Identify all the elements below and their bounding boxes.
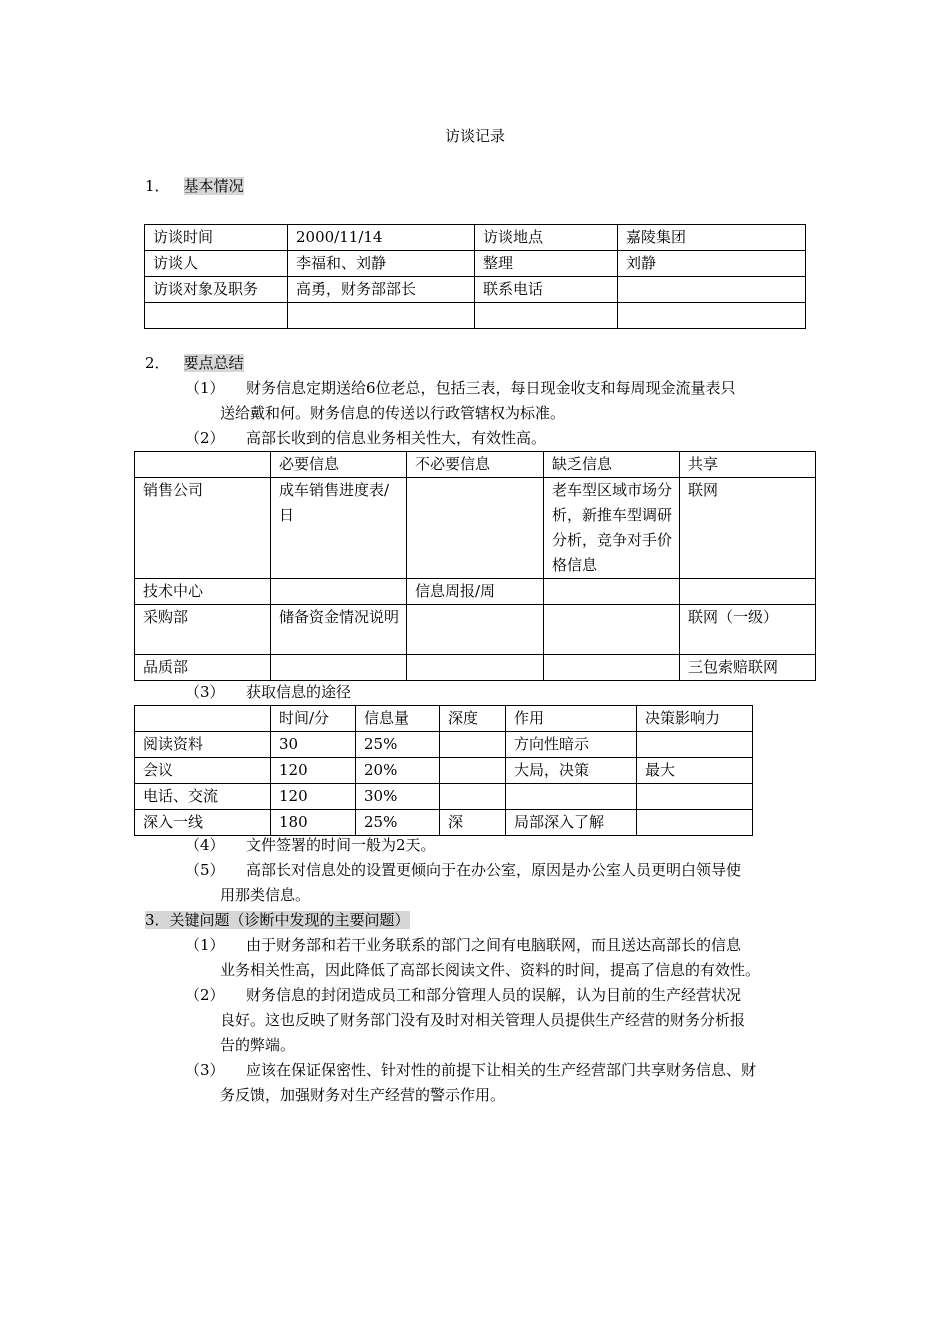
table-cell: 电话、交流	[135, 784, 271, 810]
table-cell: 采购部	[135, 605, 271, 655]
table-cell: 信息周报/周	[407, 579, 544, 605]
section1-label: 基本情况	[183, 177, 244, 195]
point-text: 高部长对信息处的设置更倾向于在办公室，原因是办公室人员更明白领导使	[246, 861, 742, 879]
issue-text: 应该在保证保密性、针对性的前提下让相关的生产经营部门共享财务信息、财	[246, 1061, 757, 1079]
table-cell: 深入一线	[135, 810, 271, 836]
table-header-cell: 缺乏信息	[544, 452, 680, 478]
table-cell: 整理	[475, 251, 618, 277]
table-cell	[407, 605, 544, 655]
table-cell: 2000/11/14	[288, 225, 475, 251]
point-text: 高部长收到的信息业务相关性大，有效性高。	[246, 429, 547, 447]
table-cell	[475, 303, 618, 329]
table-cell: 品质部	[135, 655, 271, 681]
table-cell: 三包索赔联网	[680, 655, 816, 681]
point-number: （1）	[185, 379, 225, 397]
table-cell: 访谈地点	[475, 225, 618, 251]
table-header-row	[135, 452, 816, 478]
table-cell: 销售公司	[135, 478, 271, 579]
info-channel-table	[134, 705, 753, 836]
table-cell: 25%	[356, 732, 440, 758]
table-cell: 刘静	[618, 251, 806, 277]
table-cell: 老车型区域市场分析，新推车型调研分析，竞争对手价格信息	[544, 478, 680, 579]
table-cell	[407, 478, 544, 579]
table-cell	[544, 605, 680, 655]
point-number: （4）	[185, 836, 225, 854]
section2-number: 2．	[145, 354, 170, 372]
table-row	[145, 225, 806, 251]
table-cell	[407, 655, 544, 681]
table-cell	[618, 303, 806, 329]
point-5	[185, 858, 815, 908]
table-cell	[271, 579, 407, 605]
table-row	[135, 732, 753, 758]
page-title: 访谈记录	[444, 127, 505, 145]
table-cell: 阅读资料	[135, 732, 271, 758]
table-cell	[544, 655, 680, 681]
basic-info-table	[144, 224, 806, 329]
table-row	[145, 277, 806, 303]
section1-heading	[145, 174, 244, 199]
issue-text: 由于财务部和若干业务联系的部门之间有电脑联网，而且送达高部长的信息	[246, 936, 742, 954]
table-header-cell	[135, 706, 271, 732]
issue-text-cont: 良好。这也反映了财务部门没有及时对相关管理人员提供生产经营的财务分析报	[220, 1011, 746, 1029]
table-cell	[680, 579, 816, 605]
table-cell: 深	[440, 810, 506, 836]
table-cell	[288, 303, 475, 329]
table-header-cell: 决策影响力	[637, 706, 753, 732]
table-cell: 30	[271, 732, 356, 758]
table-cell: 李福和、刘静	[288, 251, 475, 277]
table-cell: 储备资金情况说明	[271, 605, 407, 655]
issue-number: （2）	[185, 986, 225, 1004]
point-text: 文件签署的时间一般为2天。	[246, 836, 436, 854]
issue-number: （3）	[185, 1061, 225, 1079]
table-cell: 方向性暗示	[506, 732, 637, 758]
table-row	[135, 810, 753, 836]
table-cell: 高勇，财务部部长	[288, 277, 475, 303]
table-cell	[440, 784, 506, 810]
table-cell: 访谈人	[145, 251, 288, 277]
table-cell	[145, 303, 288, 329]
info-needs-table	[134, 451, 816, 681]
table-cell	[637, 732, 753, 758]
table-cell	[506, 784, 637, 810]
table-cell: 访谈对象及职务	[145, 277, 288, 303]
point-text-cont: 用那类信息。	[220, 886, 311, 904]
table-header-row	[135, 706, 753, 732]
table-header-cell: 不必要信息	[407, 452, 544, 478]
table-cell: 大局，决策	[506, 758, 637, 784]
issue-1	[185, 933, 825, 983]
point-number: （2）	[185, 429, 225, 447]
table-cell: 技术中心	[135, 579, 271, 605]
table-cell: 30%	[356, 784, 440, 810]
table-cell: 180	[271, 810, 356, 836]
table-header-cell: 作用	[506, 706, 637, 732]
point-number: （3）	[185, 683, 225, 701]
table-header-cell	[135, 452, 271, 478]
section2-heading	[145, 351, 244, 376]
table-header-cell: 信息量	[356, 706, 440, 732]
table-cell: 联网	[680, 478, 816, 579]
table-row	[135, 655, 816, 681]
table-cell	[637, 810, 753, 836]
table-cell	[618, 277, 806, 303]
table-cell: 嘉陵集团	[618, 225, 806, 251]
issue-number: （1）	[185, 936, 225, 954]
table-row	[135, 758, 753, 784]
table-header-cell: 时间/分	[271, 706, 356, 732]
table-cell	[637, 784, 753, 810]
issue-text-cont: 业务相关性高，因此降低了高部长阅读文件、资料的时间，提高了信息的有效性。	[220, 961, 761, 979]
table-cell: 联网（一级）	[680, 605, 816, 655]
table-cell: 局部深入了解	[506, 810, 637, 836]
table-header-cell: 深度	[440, 706, 506, 732]
table-header-cell: 共享	[680, 452, 816, 478]
table-header-cell: 必要信息	[271, 452, 407, 478]
table-cell: 联系电话	[475, 277, 618, 303]
issue-text: 财务信息的封闭造成员工和部分管理人员的误解，认为目前的生产经营状况	[246, 986, 742, 1004]
table-row	[135, 579, 816, 605]
table-cell	[544, 579, 680, 605]
table-row	[135, 784, 753, 810]
table-cell	[440, 758, 506, 784]
table-cell: 访谈时间	[145, 225, 288, 251]
point-1	[185, 376, 815, 426]
section1-number: 1．	[145, 177, 170, 195]
table-cell	[440, 732, 506, 758]
section3-heading	[145, 908, 410, 933]
table-cell: 成车销售进度表/日	[271, 478, 407, 579]
table-cell: 最大	[637, 758, 753, 784]
table-cell: 20%	[356, 758, 440, 784]
issue-3	[185, 1058, 815, 1108]
issue-2	[185, 983, 815, 1058]
table-cell: 25%	[356, 810, 440, 836]
table-row	[135, 605, 816, 655]
section2-label: 要点总结	[183, 354, 244, 372]
table-cell: 120	[271, 758, 356, 784]
table-cell: 会议	[135, 758, 271, 784]
point-3	[185, 680, 815, 705]
section3-label: 3．关键问题（诊断中发现的主要问题）	[145, 911, 410, 929]
issue-text-cont: 务反馈，加强财务对生产经营的警示作用。	[220, 1086, 506, 1104]
point-number: （5）	[185, 861, 225, 879]
point-text: 财务信息定期送给6位老总，包括三表，每日现金收支和每周现金流量表只	[246, 379, 736, 397]
table-cell: 120	[271, 784, 356, 810]
table-row	[145, 303, 806, 329]
table-row	[145, 251, 806, 277]
point-4	[185, 833, 815, 858]
table-cell	[271, 655, 407, 681]
point-text: 获取信息的途径	[246, 683, 352, 701]
point-2	[185, 426, 815, 451]
point-text-cont: 送给戴和何。财务信息的传送以行政管辖权为标准。	[220, 404, 566, 422]
table-row	[135, 478, 816, 579]
issue-text-cont: 告的弊端。	[220, 1036, 296, 1054]
